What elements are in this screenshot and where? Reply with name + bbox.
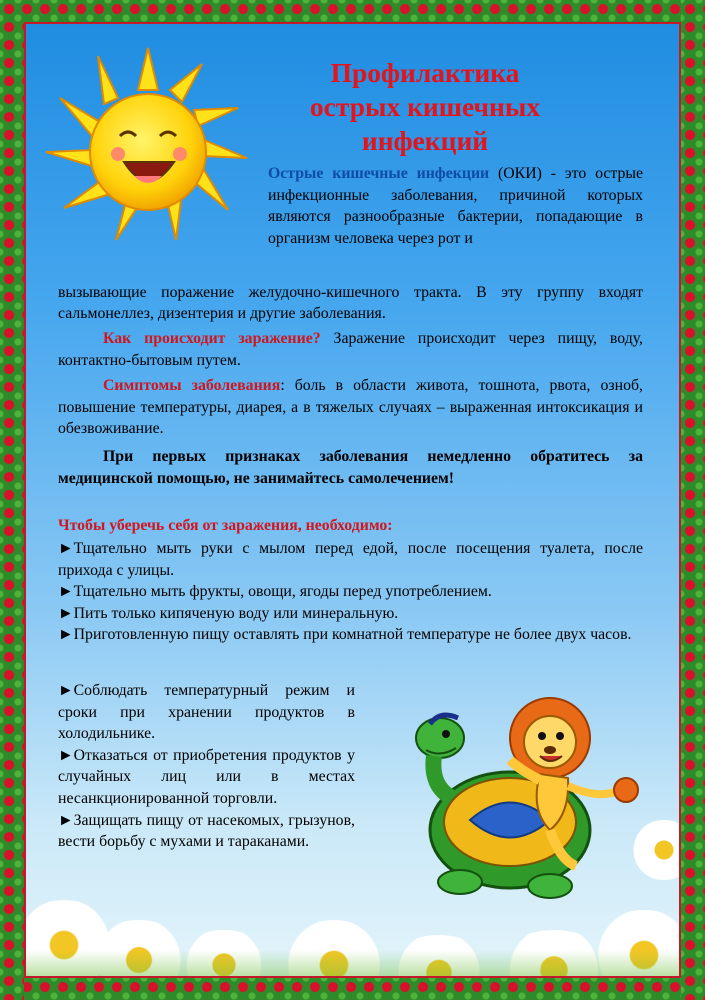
page-title xyxy=(250,56,600,158)
floral-border-right xyxy=(681,0,705,1000)
warning-paragraph: При первых признаках заболевания немедленно обратитесь за медицинской помощью, не занимайтесь самолечением! xyxy=(58,448,643,487)
intro-continuation: вызывающие поражение желудочно-кишечного тракта. В эту группу входят сальмонеллез, дизентерия и другие заболевания. xyxy=(58,284,643,323)
lion-and-turtle-illustration xyxy=(400,690,650,930)
list-item: ►Защищать пищу от насекомых, грызунов, вести борьбу с мухами и тараканами. xyxy=(58,811,355,851)
list-item: ►Отказаться от приобретения продуктов у случайных лиц или в местах несанкционированной торговли. xyxy=(58,746,355,807)
intro-paragraph xyxy=(268,163,643,249)
grass-strip xyxy=(24,950,681,978)
list-item: ►Соблюдать температурный режим и сроки при хранении продуктов в холодильнике. xyxy=(58,682,355,743)
how-paragraph xyxy=(58,328,643,371)
floral-border-left xyxy=(0,0,24,1000)
prevention-list xyxy=(58,538,643,646)
list-item: ►Тщательно мыть руки с мылом перед едой, после посещения туалета, после прихода с улицы. xyxy=(58,540,643,579)
intro-term: Острые кишечные инфекции xyxy=(268,165,490,182)
floral-border-bottom xyxy=(0,978,705,1000)
how-answer: Заражение происходит через пищу, воду, контактно-бытовым путем. xyxy=(58,330,643,369)
prevention-list-narrow xyxy=(58,680,355,853)
intro-term-tail: (ОКИ) - xyxy=(489,165,556,182)
list-item: ►Пить только кипяченую воду или минеральную. xyxy=(58,604,399,622)
title-line-2: острых кишечных xyxy=(309,91,541,122)
symptoms-label: Симптомы заболевания xyxy=(103,377,281,394)
list-item: ►Приготовленную пищу оставлять при комнатной температуре не более двух часов. xyxy=(58,626,632,644)
intro-text: это острые инфекционные заболевания, причиной которых являются разнообразные бактерии, попадающие в организм человека через рот и xyxy=(268,165,644,247)
symptoms-paragraph xyxy=(58,375,643,440)
title-line-3: инфекций xyxy=(361,125,489,156)
symptoms-text: : боль в области живота, тошнота, рвота, озноб, повышение температуры, диарея, а в тяжелых случаях – выраженная интоксикация и обезвоживание. xyxy=(58,377,643,438)
smiling-sun-icon xyxy=(42,40,254,250)
title-line-1: Профилактика xyxy=(330,57,520,88)
prevention-heading: Чтобы уберечь себя от заражения, необходимо: xyxy=(58,517,393,534)
list-item: ►Тщательно мыть фрукты, овощи, ягоды перед употреблением. xyxy=(58,583,492,601)
floral-border-top xyxy=(0,0,705,22)
how-question: Как происходит заражение? xyxy=(103,330,321,347)
